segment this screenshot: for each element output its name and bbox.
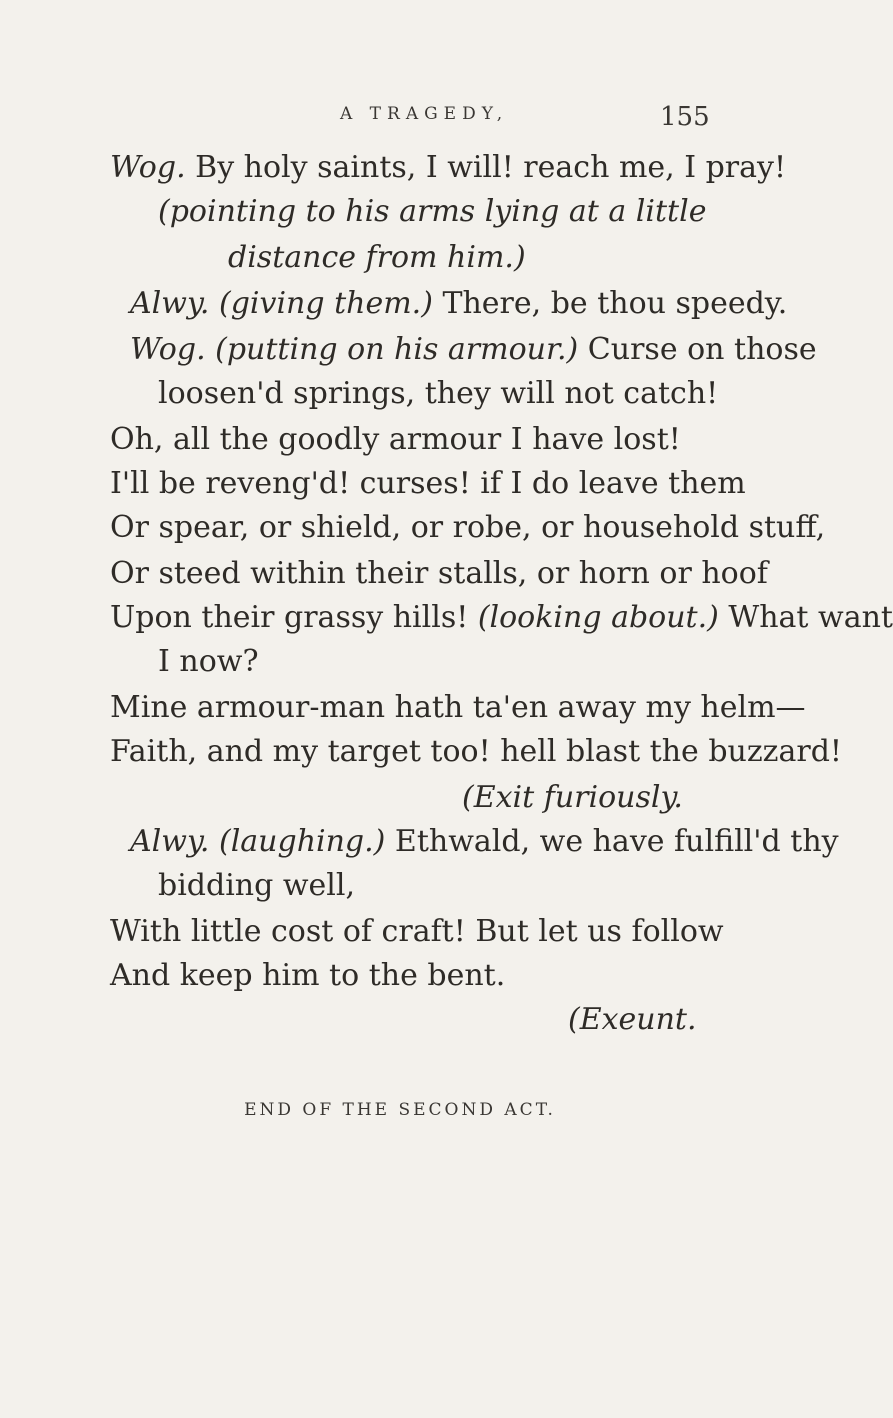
dialogue-text: What want (718, 600, 893, 635)
dialogue-text: Upon their grassy hills! (110, 600, 469, 635)
stage-direction (228, 240, 526, 276)
dialogue-text: With little cost of craft! But let us follow (110, 914, 724, 949)
dialogue-text: By holy saints, I will! reach me, I pray! (185, 150, 787, 185)
stage-direction-text: (laughing.) (209, 824, 386, 859)
stage-direction-text: (looking about.) (468, 600, 719, 635)
verse-line (110, 914, 724, 950)
verse-line (110, 466, 746, 502)
stage-direction-text: distance from him.) (228, 240, 526, 275)
verse-line (158, 644, 259, 680)
page-number: 155 (660, 102, 710, 132)
verse-line (130, 332, 817, 368)
act-end-footer: END OF THE SECOND ACT. (244, 1100, 556, 1120)
verse-line (110, 556, 768, 592)
stage-direction-text: (pointing to his arms lying at a little (158, 194, 707, 229)
dialogue-text: There, be thou speedy. (432, 286, 788, 321)
stage-direction-text: (giving them.) (209, 286, 433, 321)
dialogue-text: Faith, and my target too! hell blast the buzzard! (110, 734, 842, 769)
stage-direction-text: (Exit furiously. (462, 780, 683, 815)
speaker-name: Wog. (110, 150, 186, 185)
speaker-name: Wog. (130, 332, 206, 367)
dialogue-text: Mine armour-man hath ta'en away my helm— (110, 690, 806, 725)
verse-line (110, 150, 786, 186)
verse-line (110, 600, 893, 636)
speaker-name: Alwy. (130, 286, 210, 321)
stage-direction-text: (Exeunt. (568, 1002, 697, 1037)
verse-line (110, 690, 806, 726)
stage-direction (462, 780, 683, 816)
verse-line (158, 868, 355, 904)
dialogue-text: I'll be reveng'd! curses! if I do leave them (110, 466, 746, 501)
dialogue-text: I now? (158, 644, 259, 679)
verse-line (110, 958, 505, 994)
dialogue-text: Or spear, or shield, or robe, or household stuff, (110, 510, 826, 545)
stage-direction-text: (putting on his armour.) (205, 332, 579, 367)
dialogue-text: Ethwald, we have fulfill'd thy (385, 824, 839, 859)
verse-line (110, 510, 825, 546)
stage-direction (158, 194, 706, 230)
verse-line (130, 824, 839, 860)
running-head: A TRAGEDY, (340, 104, 509, 124)
dialogue-text: loosen'd springs, they will not catch! (158, 376, 719, 411)
verse-line (130, 286, 787, 322)
dialogue-text: Curse on those (578, 332, 817, 367)
verse-line (158, 376, 718, 412)
dialogue-text: Or steed within their stalls, or horn or hoof (110, 556, 768, 591)
verse-line (110, 734, 842, 770)
verse-line (110, 422, 681, 458)
dialogue-text: And keep him to the bent. (110, 958, 506, 993)
dialogue-text: Oh, all the goodly armour I have lost! (110, 422, 681, 457)
page-header (0, 104, 800, 144)
speaker-name: Alwy. (130, 824, 210, 859)
dialogue-text: bidding well, (158, 868, 356, 903)
stage-direction (568, 1002, 697, 1038)
